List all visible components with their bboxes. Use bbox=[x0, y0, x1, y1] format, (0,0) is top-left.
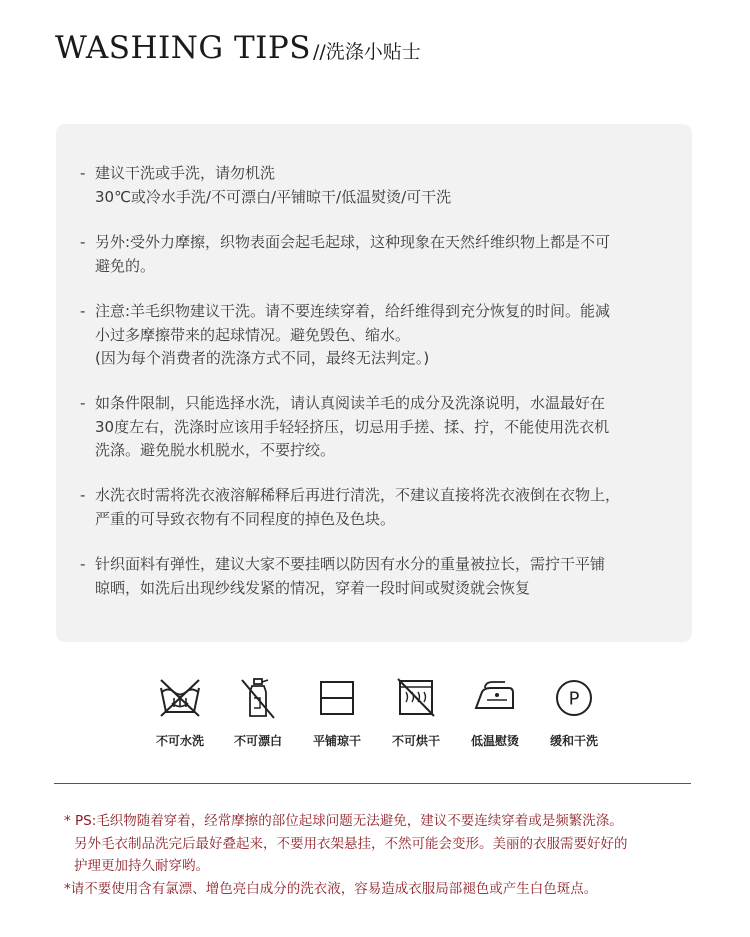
care-label: 平铺琼干 bbox=[312, 734, 361, 748]
tip-line: 30度左右，洗涤时应该用手轻轻挤压，切忌用手搓、揉、拧，不能使用洗衣机 bbox=[95, 417, 610, 436]
tip-item bbox=[80, 553, 670, 600]
note-line: *请不要使用含有氯漂、增色亮白成分的洗衣液，容易造成衣服局部褪色或产生白色斑点。 bbox=[64, 880, 598, 897]
care-label: 不可漂白 bbox=[233, 734, 282, 748]
care-item-no-bleach bbox=[218, 676, 298, 749]
title-english: WASHING TIPS bbox=[55, 30, 311, 66]
no-wash-icon bbox=[156, 676, 204, 720]
note-line: 另外毛衣制品洗完后最好叠起来，不要用衣架悬挂，不然可能会变形。美丽的衣服需要好好的 bbox=[74, 835, 628, 852]
no-bleach-icon bbox=[234, 676, 282, 720]
bullet-dash: - bbox=[80, 302, 86, 320]
iron-low-icon bbox=[471, 676, 519, 720]
tip-item bbox=[80, 484, 670, 531]
bullet-dash: - bbox=[80, 486, 86, 504]
care-label: 低温慰烫 bbox=[470, 734, 519, 748]
tip-item bbox=[80, 392, 670, 463]
tip-line: 严重的可导致衣物有不同程度的掉色及色块。 bbox=[95, 509, 396, 528]
tip-item bbox=[80, 300, 670, 371]
care-label: 缓和干洗 bbox=[549, 734, 598, 748]
care-label: 不可水洗 bbox=[155, 734, 204, 748]
bullet-dash: - bbox=[80, 164, 86, 182]
tip-line: 另外:受外力摩擦，织物表面会起毛起球，这种现象在天然纤维织物上都是不可 bbox=[95, 233, 611, 251]
care-item-iron-low bbox=[455, 676, 535, 749]
tip-line: 建议干洗或手洗，请勿机洗 bbox=[95, 164, 276, 182]
note-line: 护理更加持久耐穿哟。 bbox=[74, 858, 209, 874]
svg-text:P: P bbox=[568, 688, 580, 710]
notes-section bbox=[64, 810, 704, 900]
note-line: * PS:毛织物随着穿着，经常摩擦的部位起球问题无法避免，建议不要连续穿着或是频繁洗涤。 bbox=[64, 813, 623, 829]
care-item-dry-flat bbox=[297, 676, 377, 749]
tip-line: 30℃或冷水手洗/不可漂白/平铺晾干/低温熨烫/可干洗 bbox=[95, 187, 452, 206]
tip-item bbox=[80, 162, 670, 209]
page-title bbox=[55, 30, 421, 66]
tip-line: 如条件限制，只能选择水洗，请认真阅读羊毛的成分及洗涤说明，水温最好在 bbox=[95, 394, 606, 412]
tip-line: 小过多摩擦带来的起球情况。避免毁色、缩水。 bbox=[95, 325, 411, 344]
tip-line: 针织面料有弹性，建议大家不要挂晒以防因有水分的重量被拉长，需拧干平铺 bbox=[95, 555, 606, 573]
dry-clean-p-icon bbox=[550, 676, 598, 720]
tip-item bbox=[80, 231, 670, 278]
care-item-no-wash bbox=[140, 676, 220, 749]
tip-line: 晾晒，如洗后出现纱线发紧的情况，穿着一段时间或熨烫就会恢复 bbox=[95, 578, 531, 597]
tip-line: (因为每个消费者的洗涤方式不同，最终无法判定。) bbox=[95, 349, 430, 367]
bullet-dash: - bbox=[80, 394, 86, 412]
tip-line: 避免的。 bbox=[95, 256, 156, 275]
no-tumble-dry-icon bbox=[392, 676, 440, 720]
care-item-dry-clean bbox=[534, 676, 614, 749]
dry-flat-icon bbox=[313, 676, 361, 720]
tip-line: 水洗衣时需将洗衣液溶解稀释后再进行清洗，不建议直接将洗衣液倒在衣物上， bbox=[95, 486, 621, 504]
bullet-dash: - bbox=[80, 233, 86, 251]
divider bbox=[54, 783, 691, 784]
bullet-dash: - bbox=[80, 555, 86, 573]
tip-line: 注意:羊毛织物建议干洗。请不要连续穿着，给纤维得到充分恢复的时间。能减 bbox=[95, 302, 611, 320]
care-label: 不可烘干 bbox=[391, 734, 440, 748]
title-chinese: //洗涤小贴士 bbox=[312, 41, 421, 63]
care-icons-row bbox=[140, 676, 610, 756]
care-item-no-tumble-dry bbox=[376, 676, 456, 749]
tip-line: 洗涤。避免脱水机脱水，不要拧绞。 bbox=[95, 441, 336, 459]
